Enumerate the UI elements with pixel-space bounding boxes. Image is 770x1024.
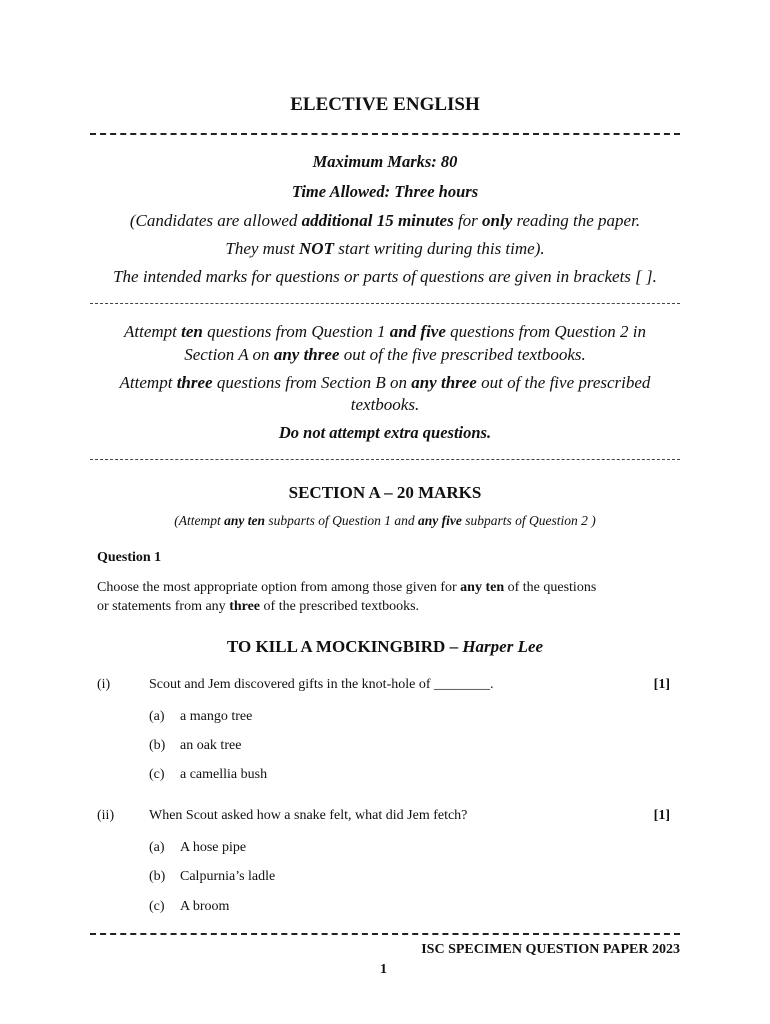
footer-divider [90,933,680,935]
text: out of the five prescribed textbooks. [339,345,586,364]
option-text: A hose pipe [180,840,247,855]
max-marks: Maximum Marks: 80 [312,152,458,171]
reading-time-note [0,211,770,231]
book-title: TO KILL A MOCKINGBIRD – [226,637,463,656]
instruction-line: textbooks. [350,395,420,414]
option-label: (c) [149,899,165,914]
footer-label: ISC SPECIMEN QUESTION PAPER 2023 [421,942,680,957]
divider [90,459,680,460]
page-number: 1 [380,962,387,977]
time-allowed: Time Allowed: Three hours [291,182,479,201]
option-text: Calpurnia’s ladle [180,869,276,884]
bold-text: only [482,211,513,230]
text: (Attempt [174,513,225,528]
item-marks: [1] [653,677,670,692]
text: of the prescribed textbooks. [260,599,420,614]
divider [90,303,680,304]
text: questions from Question 2 in [445,322,646,341]
book-author: Harper Lee [462,637,544,656]
bold-text: ten [181,322,203,341]
question-text [97,578,657,616]
divider [90,133,680,135]
text: (Candidates are allowed [129,211,302,230]
bold-text: any ten [224,513,265,528]
instruction-line [0,373,770,393]
bold-text: any ten [460,580,505,595]
instruction-line [0,322,770,342]
text: of the questions [504,580,597,595]
section-note [0,513,770,529]
bold-text: any three [273,345,340,364]
option-label: (b) [149,869,166,884]
option-label: (a) [149,709,165,724]
section-title: SECTION A – 20 MARKS [288,483,482,502]
option-text: A broom [180,899,230,914]
marks-note: The intended marks for questions or parts of questions are given in brackets [ ]. [113,267,657,286]
text: reading the paper. [512,211,641,230]
text: subparts of Question 2 ) [461,513,596,528]
option-label: (a) [149,840,165,855]
bold-text: any five [418,513,462,528]
text: questions from Question 1 [202,322,390,341]
bold-text: three [176,373,213,392]
item-stem: Scout and Jem discovered gifts in the knot-hole of ________. [149,677,494,692]
text: for [453,211,483,230]
instruction-line [0,345,770,365]
item-stem: When Scout asked how a snake felt, what did Jem fetch? [149,808,468,823]
no-extra-note: Do not attempt extra questions. [278,423,492,442]
option-text: a mango tree [180,709,253,724]
option-label: (c) [149,767,165,782]
text: Choose the most appropriate option from among those given for [97,580,461,595]
text: They must [225,239,300,258]
text: questions from Section B on [212,373,412,392]
text: out of the five prescribed [476,373,651,392]
option-text: an oak tree [180,738,242,753]
item-marks: [1] [653,808,670,823]
text: Attempt [124,322,182,341]
book-heading [0,637,770,657]
paper-title: ELECTIVE ENGLISH [290,94,480,115]
bold-text: any three [411,373,477,392]
text: Section A on [184,345,274,364]
item-number: (i) [97,677,111,692]
option-text: a camellia bush [180,767,268,782]
text: subparts of Question 1 and [265,513,419,528]
question-label: Question 1 [97,550,162,565]
bold-text: NOT [299,239,334,258]
text: or statements from any [97,599,230,614]
text: Attempt [119,373,177,392]
bold-text: additional 15 minutes [301,211,454,230]
option-label: (b) [149,738,166,753]
text: start writing during this time). [333,239,545,258]
bold-text: three [229,599,261,614]
no-writing-note [0,239,770,259]
bold-text: and five [389,322,446,341]
item-number: (ii) [97,808,115,823]
